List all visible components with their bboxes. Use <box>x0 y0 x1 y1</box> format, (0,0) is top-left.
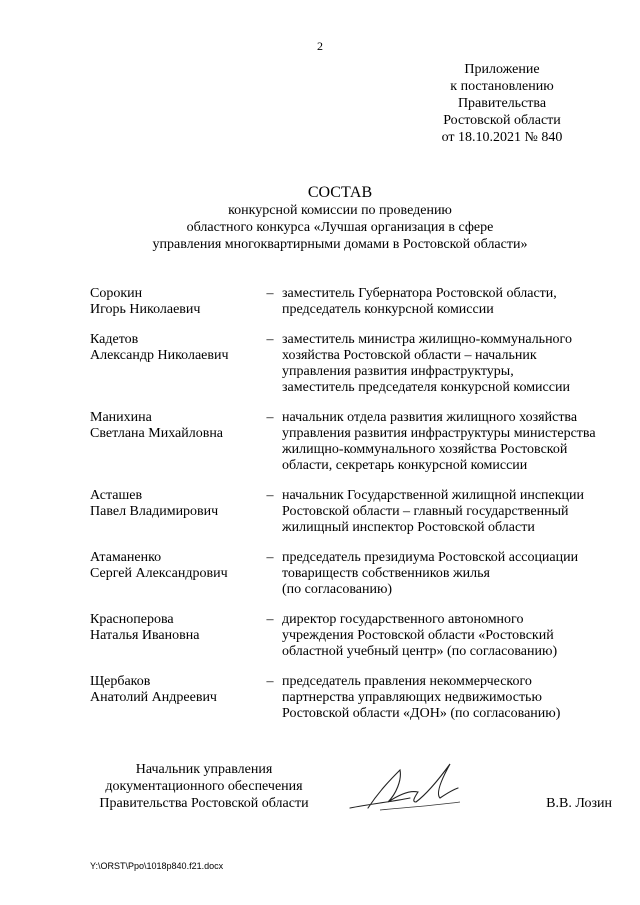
member-row <box>90 286 612 318</box>
member-role: председатель правления некоммерческого партнерства управляющих недвижимостью Ростовской области «ДОН» (по согласованию) <box>282 674 561 721</box>
member-name: Щербаков Анатолий Андреевич <box>90 674 217 705</box>
member-dash: – <box>266 550 274 565</box>
signatory-title: Начальник управления документационного обеспечения Правительства Ростовской области <box>99 762 309 811</box>
member-name: Атаманенко Сергей Александрович <box>90 550 228 581</box>
appendix-line: Правительства <box>457 96 547 111</box>
member-name: Красноперова Наталья Ивановна <box>90 612 200 643</box>
document-heading <box>70 184 610 254</box>
page-number: 2 <box>317 39 323 53</box>
members-list <box>90 286 612 736</box>
heading-title: СОСТАВ <box>307 184 373 201</box>
heading-line: управления многоквартирными домами в Ростовской области» <box>152 237 528 252</box>
member-role: начальник Государственной жилищной инспекции Ростовской области – главный государственный жилищный инспектор Ростовской области <box>282 488 585 535</box>
heading-line: областного конкурса «Лучшая организация в сфере <box>186 220 494 235</box>
member-name: Сорокин Игорь Николаевич <box>90 286 201 317</box>
member-dash: – <box>266 612 274 627</box>
file-path-footer: Y:\ORST\Ppo\1018p840.f21.docx <box>90 861 224 871</box>
member-row <box>90 674 612 722</box>
appendix-line: Приложение <box>464 62 540 77</box>
member-role: начальник отдела развития жилищного хозяйства управления развития инфраструктуры министерства жилищно-коммунального хозяйства Ростовской области, секретарь конкурсной комиссии <box>282 410 596 473</box>
member-role: председатель президиума Ростовской ассоциации товариществ собственников жилья (по согласованию) <box>282 550 579 597</box>
member-row <box>90 332 612 396</box>
heading-line: конкурсной комиссии по проведению <box>228 203 452 218</box>
signatory-name: В.В. Лозин <box>546 796 612 811</box>
member-dash: – <box>266 286 274 301</box>
member-role: директор государственного автономного учреждения Ростовской области «Ростовский областной учебный центр» (по согласованию) <box>282 612 558 659</box>
member-dash: – <box>266 674 274 689</box>
member-role: заместитель Губернатора Ростовской области, председатель конкурсной комиссии <box>282 286 557 317</box>
handwritten-signature <box>340 750 490 828</box>
member-dash: – <box>266 410 274 425</box>
member-name: Асташев Павел Владимирович <box>90 488 219 519</box>
appendix-line: Ростовской области <box>443 113 561 128</box>
member-name: Манихина Светлана Михайловна <box>90 410 224 441</box>
appendix-block <box>412 62 592 147</box>
member-dash: – <box>266 332 274 347</box>
appendix-line: от 18.10.2021 № 840 <box>441 130 563 145</box>
appendix-line: к постановлению <box>450 79 554 94</box>
signature-block <box>90 762 612 822</box>
member-row <box>90 488 612 536</box>
member-role: заместитель министра жилищно-коммунального хозяйства Ростовской области – начальник управления развития инфраструктуры, заместитель председателя конкурсной комиссии <box>282 332 572 395</box>
member-row <box>90 550 612 598</box>
member-row <box>90 410 612 474</box>
member-name: Кадетов Александр Николаевич <box>90 332 229 363</box>
member-dash: – <box>266 488 274 503</box>
member-row <box>90 612 612 660</box>
